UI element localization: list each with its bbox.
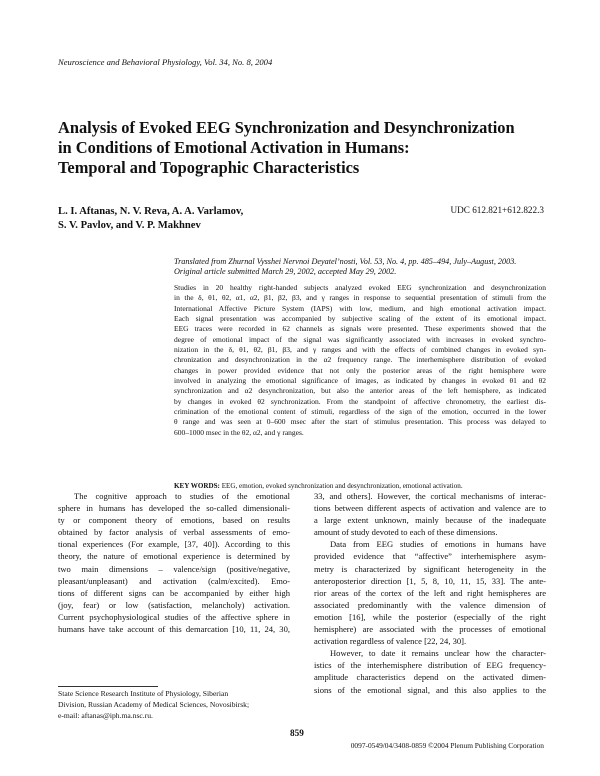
keywords: [174, 482, 546, 490]
body-line: anteroposterior direction [1, 5, 8, 10, 11, 15, 33]. The ante-: [314, 575, 546, 586]
footnote-divider: [58, 686, 158, 687]
body-line: amplitude characteristics depend on the activated dimen-: [314, 672, 546, 683]
keywords-label: KEY WORDS:: [174, 482, 220, 490]
body-line: pleasant/unpleasant) and activation (calm/excited). Emo-: [58, 575, 290, 586]
body-line: amount of study devoted to each of these dimensions.: [314, 527, 498, 538]
abstract-line: synchronization and α2 desynchronization, but also the anterior areas of the left hemisphere, as indicated: [174, 386, 546, 396]
abstract-line: Each signal presentation was accompanied by subjective scaling of the extent of its emotional impact.: [174, 314, 546, 324]
page-number: 859: [290, 728, 304, 738]
abstract-line: 600–1000 msec in the θ2, α2, and γ ranges.: [174, 427, 304, 437]
footnote-line: Division, Russian Academy of Medical Sciences, Novosibirsk;: [58, 699, 250, 709]
abstract-line: International Affective Picture System (IAPS) with low, medium, and high emotional activation impact.: [174, 303, 546, 313]
body-line: metry is characterized by significant heterogeneity in the: [314, 563, 546, 574]
copyright-notice: 0097-0549/04/3408-0859 ©2004 Plenum Publishing Corporation: [350, 741, 544, 750]
body-line: Data from EEG studies of emotions in humans have: [330, 539, 546, 550]
abstract-line: θ range and was seen at 0–600 msec after the start of stimulus presentation. This process was delayed to: [174, 417, 546, 427]
paper-title: [58, 118, 548, 178]
author-list: [58, 205, 243, 233]
abstract-line: EEG traces were recorded in 62 channels as signals were presented. These experiments showed that the: [174, 324, 546, 334]
body-line: istics of the interhemisphere distribution of EEG frequency-: [314, 660, 546, 671]
body-line: two main dimensions – valence/sign (positive/negative,: [58, 563, 290, 574]
keywords-text: EEG, emotion, evoked synchronization and desynchronization, emotional activation.: [221, 482, 463, 490]
body-line: tions between different aspects of activation and valence are to: [314, 503, 546, 514]
body-line: ty or component theory of emotions, based on results: [58, 515, 290, 526]
body-line: provided evidence that “affective” interhemisphere asym-: [314, 551, 546, 562]
abstract-line: Studies in 20 healthy right-handed subjects analyzed evoked EEG synchronization and desynchronization: [174, 283, 546, 292]
abstract-line: chronization and desynchronization in the α2 frequency range. The interhemisphere distribution of evoked: [174, 355, 546, 365]
abstract-line: nization in the δ, θ1, θ2, β1, β3, and γ ranges and with the effects of combined changes in evoked syn-: [174, 345, 546, 355]
translation-note: [174, 257, 546, 278]
body-line: 33, and others]. However, the cortical mechanisms of interac-: [314, 491, 546, 501]
body-line: associated predominantly with the valence dimension of: [314, 599, 546, 610]
body-column-right: [314, 490, 546, 696]
author-line: L. I. Aftanas, N. V. Reva, A. A. Varlamov,: [58, 206, 244, 217]
author-line: S. V. Pavlov, and V. P. Makhnev: [58, 220, 201, 231]
body-line: However, to date it remains unclear how the character-: [330, 648, 546, 659]
translation-line: Translated from Zhurnal Vysshei Nervnoi Deyatel’nosti, Vol. 53, No. 4, pp. 485–494, July–August, 2003.: [174, 257, 517, 266]
body-line: theory, the nature of emotional experience is determined by: [58, 551, 290, 562]
body-line: sphere in humans has developed the so-called dimensionali-: [58, 503, 290, 514]
abstract-line: in the δ, θ1, θ2, α1, α2, β1, β2, β3, and γ ranges in response to sequential presentation of stimuli from the: [174, 293, 546, 303]
translation-line: Original article submitted March 29, 2002, accepted May 29, 2002.: [174, 267, 397, 277]
body-line: obtained by factor analysis of verbal assessments of emo-: [58, 527, 290, 538]
title-line: Temporal and Topographic Characteristics: [58, 158, 360, 177]
body-line: Current psychophysiological studies of the affective sphere in: [58, 611, 290, 622]
body-line: rior areas of the cortex of the left and right hemispheres are: [314, 587, 546, 598]
body-column-left: [58, 490, 290, 635]
body-line: tions of different signs can be accompanied by either high: [58, 587, 290, 598]
udc-code: UDC 612.821+612.822.3: [450, 205, 544, 215]
body-line: emotion [16], while the posterior (especially of the right: [314, 611, 546, 622]
affiliation-footnote: [58, 689, 290, 721]
body-line: sions of the emotional signal, and this also applies to the: [314, 684, 546, 695]
body-line: humans have take account of this demarcation [10, 11, 24, 30,: [58, 624, 290, 635]
body-line: activation regardless of valence [22, 24, 30].: [314, 636, 467, 647]
abstract-line: crimination of the emotional content of stimuli, regardless of the sign of the emotion, occurred in the lower: [174, 407, 546, 417]
abstract-line: by changes in evoked θ2 synchronization. From the standpoint of affective chronometry, the earliest dis-: [174, 396, 546, 406]
footnote-line: State Science Research Institute of Physiology, Siberian: [58, 689, 229, 698]
body-line: hemisphere) are associated with the processes of emotional: [314, 624, 546, 635]
body-line: The cognitive approach to studies of the emotional: [74, 491, 290, 501]
title-line: in Conditions of Emotional Activation in Humans:: [58, 138, 410, 157]
abstract-line: involved in analyzing the emotional significance of images, as indicated by changes in evoked θ1 and θ2: [174, 376, 546, 386]
footnote-line: e-mail: aftanas@iph.ma.nsc.ru.: [58, 710, 153, 720]
abstract-line: degree of emotional impact of the signal was significantly associated with increases in evoked synchro-: [174, 334, 546, 344]
body-line: a large extent unknown, mainly because of the inadequate: [314, 515, 546, 526]
body-line: (joy, fear) or low (satisfaction, melancholy) activation.: [58, 599, 290, 610]
abstract-line: changes in power provided evidence that not only the posterior areas of the right hemisphere were: [174, 365, 546, 375]
title-line: Analysis of Evoked EEG Synchronization and Desynchronization: [58, 118, 515, 137]
body-line: tional experiences (For example, [37, 40]). According to this: [58, 539, 290, 550]
journal-citation: Neuroscience and Behavioral Physiology, Vol. 34, No. 8, 2004: [58, 57, 273, 67]
abstract: [174, 283, 546, 438]
